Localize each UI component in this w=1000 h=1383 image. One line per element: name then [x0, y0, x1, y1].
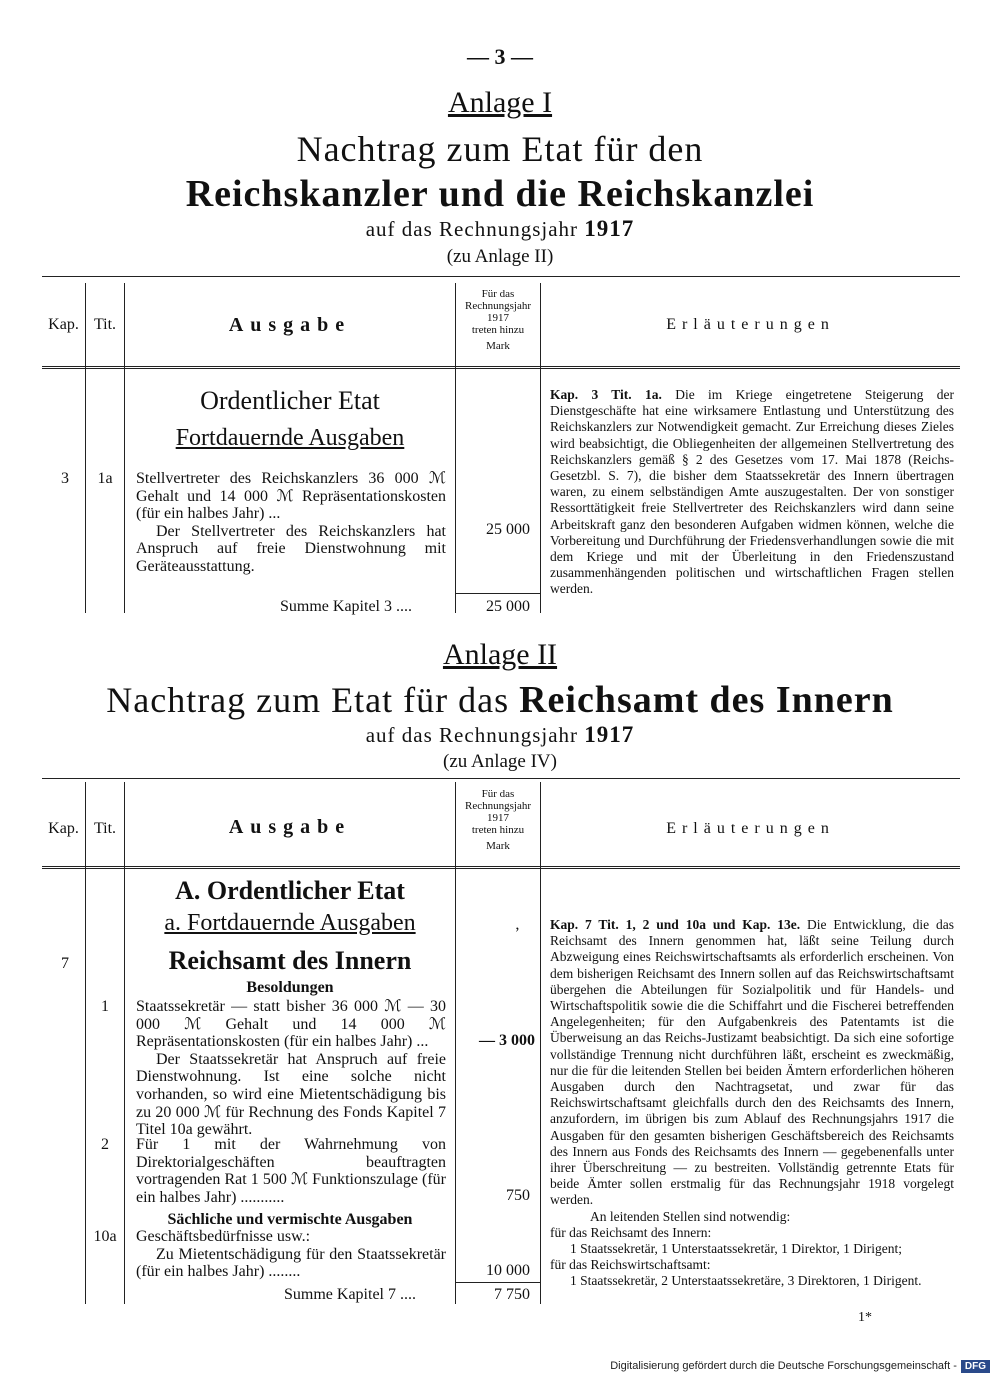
table-1-header-rule: [42, 366, 960, 371]
anlage-1-section-fortdauernde: Fortdauernde Ausgaben: [175, 425, 405, 451]
table-1-header-kap: Kap.: [48, 316, 79, 333]
signature-mark: 1*: [858, 1310, 872, 1325]
anlage-2-item3-amount: 10 000: [486, 1262, 530, 1279]
anlage-1-item-text: Stellvertreter des Reichskanzlers 36 000 ℳ Gehalt und 14 000 ℳ Repräsentationskosten (für ein halbes Jahr) ... Der Stellvertreter des Reichskanzlers hat Anspruch auf freie Dienstwohnung mit Geräteausstattung.: [136, 470, 446, 575]
anlage-1-label: Anlage I: [447, 86, 553, 119]
table-2-header-erlaeuterungen: Erläuterungen: [666, 820, 835, 837]
anlage-1-title-line2: Reichskanzler und die Reichskanzlei: [185, 173, 815, 215]
anlage-2-item1-amount: — 3 000: [479, 1032, 535, 1049]
table-1-top-rule: [42, 276, 960, 277]
anlage-1-subtitle: auf das Rechnungsjahr 1917: [365, 216, 635, 241]
anlage-2-summe-label: Summe Kapitel 7 ....: [284, 1286, 416, 1303]
anlage-2-item2-tit: 2: [101, 1136, 109, 1153]
page-number: — 3 —: [467, 44, 533, 69]
anlage-2-kap: 7: [61, 955, 69, 972]
anlage-2-item1-text: Staatssekretär — statt bisher 36 000 ℳ — 30 000 ℳ Gehalt und 14 000 ℳ Repräsentationskosten (für ein halbes Jahr) ... Der Staatssekretär hat Anspruch auf freie Dienstwohnung. Ist eine solche nicht vorhanden, so wird eine Mietentschädigung bis zu 20 000 ℳ für Rechnung des Fonds Kapitel 7 Titel 10a gewährt.: [136, 998, 446, 1139]
anlage-2-zu: (zu Anlage IV): [443, 751, 557, 772]
anlage-1-section-ordentlicher: Ordentlicher Etat: [200, 386, 380, 415]
table-1-header-erlaeuterungen: Erläuterungen: [666, 316, 835, 333]
table-1-header-tit: Tit.: [93, 316, 117, 333]
anlage-1-kap: 3: [61, 470, 69, 487]
table-2-header-tit: Tit.: [93, 820, 117, 837]
anlage-2-item3-text: Geschäftsbedürfnisse usw.: Zu Mietentschädigung für den Staatssekretär (für ein halbes Jahr) ........: [136, 1228, 446, 1281]
anlage-2-erlaeuterung: Kap. 7 Tit. 1, 2 und 10a und Kap. 13e. Die Entwicklung, die das Reichsamt des Innern genommen hat, läßt seine Teilung durch Abzweigung eines Reichswirtschaftsamts als erforderlich erscheinen. Von dem bisherigen Reichsamt des Innern sollen auf das Reichswirtschaftsamt übergehen die Abteilungen für Sozialpolitik und für Handels- und Wirtschaftspolitik sowie die die Schiffahrt und die Fischerei betreffenden Angelegenheiten; für den Aufgabenkreis des Patentamts ist die Überweisung an das Reichs-Justizamt beabsichtigt. Da sich eine sofortige vollständige Trennung nicht durchführen läßt, erscheint es zweckmäßig, nur die für die leitenden Stellen bei beiden Ämtern erforderlichen höheren Ausgaben durch den Nachtragsetat, und zwar für das Reichswirtschaftsamt gleichfalls durch den des Reichsamts des Innern, anzufordern, im übrigen bis zum Ablauf des Rechnungsjahrs 1917 die Ausgaben für den gesamten bisherigen Geschäftsbereich des Reichsamts des Innern aus Fonds des Reichsamts des Innern — gegebenenfalls unter ihrer Überschreitung — zu bestreiten. Vollständig getrennte Etats für beide Ämter sollen erstmalig für das Rechnungsjahr 1918 vorgelegt werden. An leitenden Stellen sind notwendig: für das Reichsamt des Innern: 1 Staatssekretär, 1 Unterstaatssekretär, 1 Direktor, 1 Dirigent; für das Reichswirtschaftsamt: 1 Staatssekretär, 2 Unterstaatssekretäre, 3 Direktoren, 1 Dirigent.: [550, 917, 955, 1289]
anlage-2-item3-tit: 10a: [93, 1228, 117, 1245]
table-2-header-rule: [42, 866, 960, 871]
table-1-header-ausgabe: Ausgabe: [228, 314, 352, 336]
anlage-1-summe-amount: 25 000: [486, 598, 530, 615]
table-2-header-mark: Für das Rechnungsjahr 1917 treten hinzu Mark: [465, 788, 531, 852]
footer-credit: Digitalisierung gefördert durch die Deutsche Forschungsgemeinschaft - DFG: [610, 1360, 990, 1373]
anlage-2-section-saechliche: Sächliche und vermischte Ausgaben: [167, 1211, 413, 1228]
anlage-2-item1-tit: 1: [101, 998, 109, 1015]
anlage-1-tit: 1a: [97, 470, 113, 487]
anlage-1-summe-label: Summe Kapitel 3 ....: [280, 598, 412, 615]
anlage-2-item2-text: Für 1 mit der Wahrnehmung von Direktorialgeschäften beauftragten vortragenden Rat 1 500 ℳ Funktionszulage (für ein halbes Jahr) ...........: [136, 1136, 446, 1206]
table-2-header-kap: Kap.: [48, 820, 79, 837]
anlage-2-subtitle: auf das Rechnungsjahr 1917: [365, 722, 635, 747]
table-2-header-ausgabe: Ausgabe: [228, 816, 352, 838]
anlage-2-label: Anlage II: [442, 638, 558, 671]
anlage-2-dash-mark: ‚: [514, 916, 520, 933]
anlage-1-title-line1: Nachtrag zum Etat für den: [296, 129, 704, 169]
anlage-2-title: Nachtrag zum Etat für das Reichsamt des Innern: [106, 679, 894, 721]
anlage-1-amount: 25 000: [486, 521, 530, 538]
anlage-2-section-reichsamt: Reichsamt des Innern: [168, 946, 412, 975]
anlage-1-zu: (zu Anlage II): [446, 246, 554, 267]
dfg-logo: DFG: [961, 1360, 990, 1373]
table-1-header-mark: Für das Rechnungsjahr 1917 treten hinzu Mark: [465, 288, 531, 352]
anlage-2-item2-amount: 750: [506, 1187, 530, 1204]
anlage-2-section-besoldungen: Besoldungen: [246, 979, 334, 996]
anlage-1-erlaeuterung: Kap. 3 Tit. 1a. Die im Kriege eingetretene Steigerung der Dienstgeschäfte hat eine wirksamere Entlastung und Unterstützung des Reichskanzlers zur Notwendigkeit gemacht. Zur Erreichung dieses Zieles wird beabsichtigt, die Obliegenheiten der allgemeinen Stellvertretung des Reichskanzlers gemäß § 2 des Gesetzes vom 17. Mai 1878 (Reichs-Gesetzbl. S. 7), die bisher dem Staatssekretär des Innern übertragen waren, zu einem selbständigen Amte auszugestalten. Der von sonstiger Ressorttätigkeit freie Stellvertreter des Reichskanzlers wird dann seine Arbeitskraft ganz den besonderen Aufgaben widmen können, welche die Vorbereitung und Durchführung der Friedensverhandlungen sowie die mit dem Kriege und mit der Überleitung in den Friedenszustand zusammenhängenden politischen und wirtschaftlichen Fragen stellen werden.: [550, 387, 954, 597]
anlage-2-section-ordentlicher: A. Ordentlicher Etat: [175, 876, 405, 905]
anlage-2-summe-amount: 7 750: [494, 1286, 530, 1303]
table-2-top-rule: [42, 778, 960, 779]
anlage-2-section-fortdauernde: a. Fortdauernde Ausgaben: [164, 910, 416, 936]
